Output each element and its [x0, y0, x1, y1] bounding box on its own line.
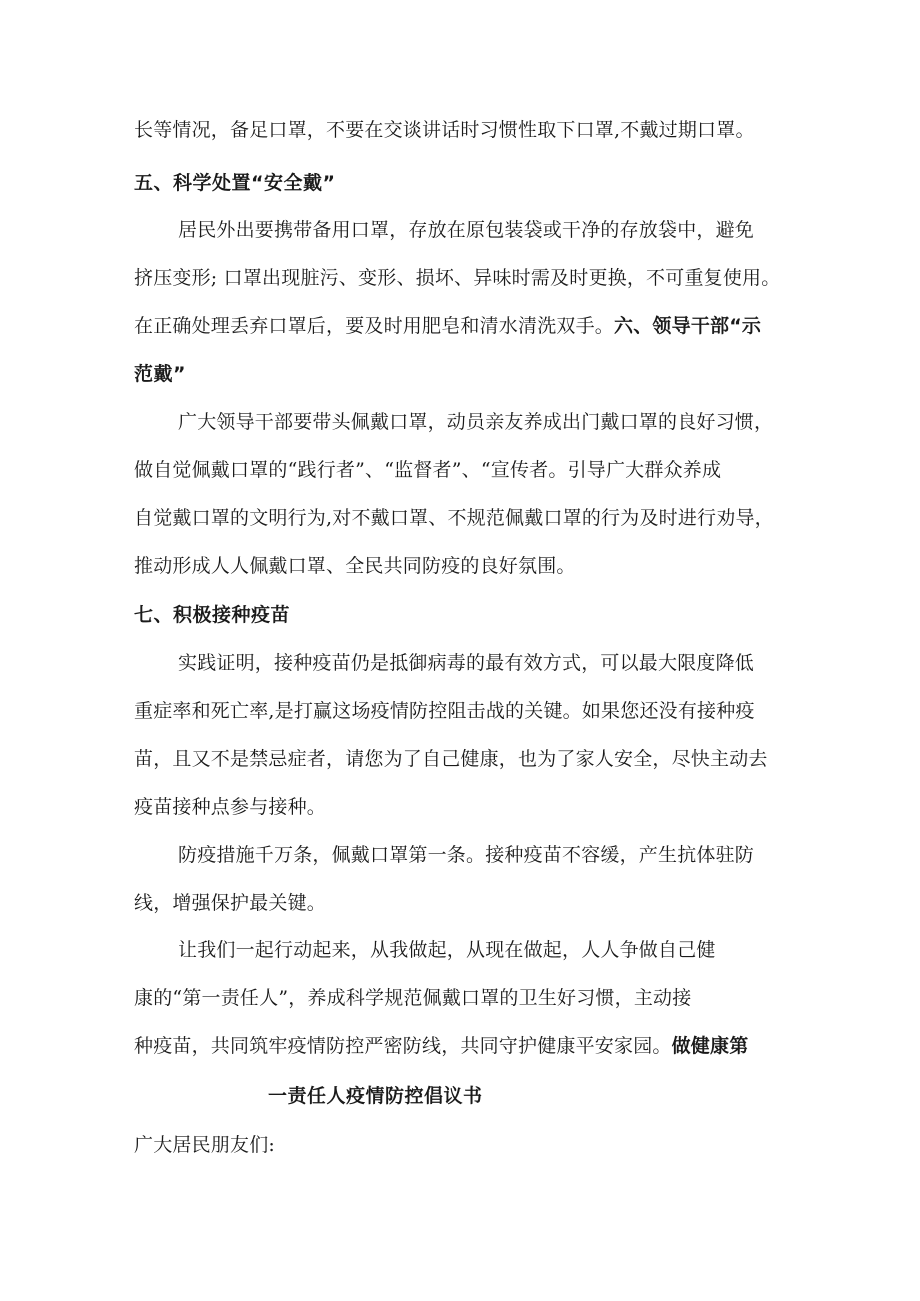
body-line: 重症率和死亡率,是打赢这场疫情防控阻击战的关键。如果您还没有接种疫 [134, 700, 755, 722]
body-line: 做自觉佩戴口罩的“践行者”、“监督者”、“宣传者。引导广大群众养成 [134, 459, 722, 481]
section-heading-6-cont: 范戴” [134, 363, 186, 385]
body-line: 让我们一起行动起来，从我做起，从现在做起，人人争做自己健 [178, 939, 716, 961]
body-line-with-heading [134, 314, 761, 338]
body-text: 种疫苗，共同筑牢疫情防控严密防线，共同守护健康平安家园。 [134, 1035, 672, 1057]
body-line: 疫苗接种点参与接种。 [134, 796, 327, 818]
body-line: 推动形成人人佩戴口罩、全民共同防疫的良好氛围。 [134, 555, 576, 577]
body-line: 挤压变形; 口罩出现脏污、变形、损坏、异味时需及时更换，不可重复使用。 [134, 267, 781, 289]
body-line: 居民外出要携带备用口罩，存放在原包装袋或干净的存放袋中，避免 [178, 219, 755, 241]
body-text: 在正确处理丢弃口罩后，要及时用肥皂和清水清洗双手。 [134, 315, 615, 337]
body-line: 线，增强保护最关键。 [134, 892, 327, 914]
document-title-start: 做健康第 [671, 1035, 749, 1057]
body-line: 康的“第一责任人”，养成科学规范佩戴口罩的卫生好习惯，主动接 [134, 987, 692, 1009]
section-heading-5: 五、科学处置“安全戴” [134, 172, 336, 194]
body-line: 实践证明，接种疫苗仍是抵御病毒的最有效方式，可以最大限度降低 [178, 652, 755, 674]
document-title: 一责任人疫情防控倡议书 [268, 1085, 483, 1107]
body-line: 防疫措施千万条，佩戴口罩第一条。接种疫苗不容缓，产生抗体驻防 [178, 844, 755, 866]
body-line: 广大领导干部要带头佩戴口罩，动员亲友养成出门戴口罩的良好习惯， [178, 411, 774, 433]
body-line-with-title [134, 1034, 748, 1058]
body-line: 长等情况，备足口罩，不要在交谈讲话时习惯性取下口罩,不戴过期口罩。 [134, 119, 755, 141]
salutation: 广大居民朋友们: [134, 1134, 276, 1156]
section-heading-6: 六、领导干部“示 [614, 315, 762, 337]
body-line: 苗，且又不是禁忌症者，请您为了自己健康，也为了家人安全，尽快主动去 [134, 748, 768, 770]
body-line: 自觉戴口罩的文明行为,对不戴口罩、不规范佩戴口罩的行为及时进行劝导， [134, 507, 774, 529]
section-heading-7: 七、积极接种疫苗 [134, 604, 291, 626]
